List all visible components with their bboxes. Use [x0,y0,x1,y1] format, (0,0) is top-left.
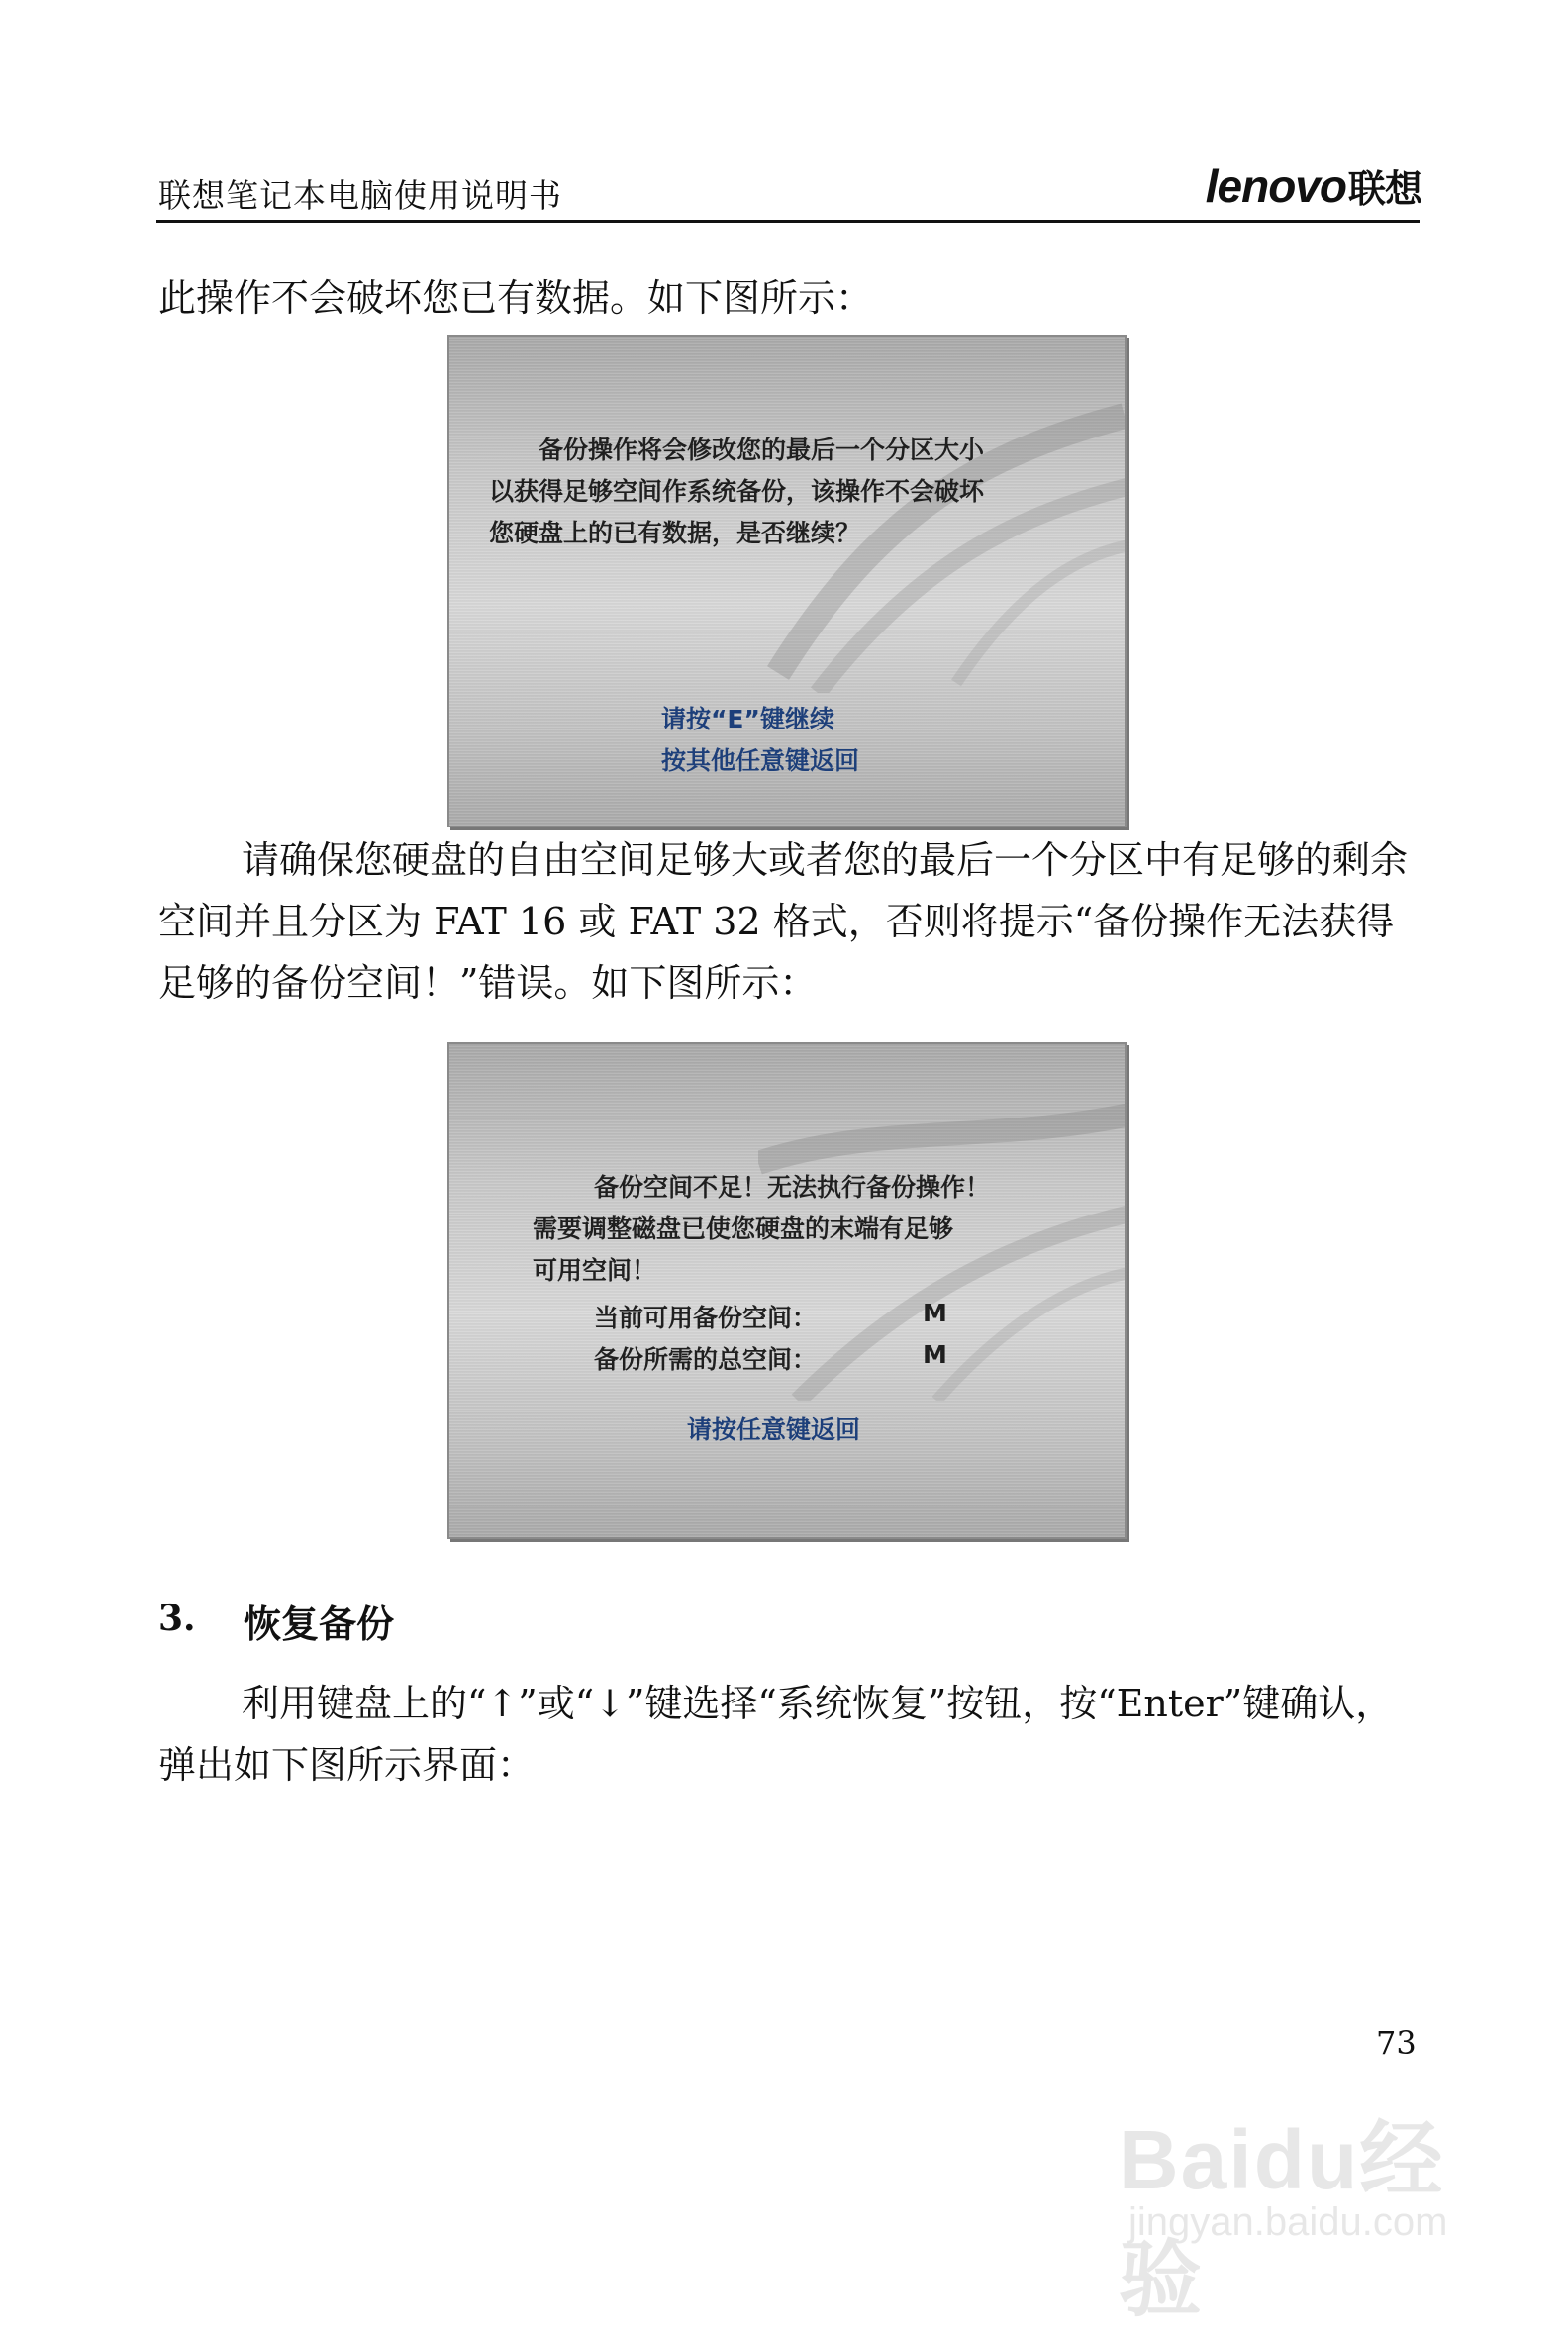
screenshot-insufficient-space [449,1044,1125,1537]
page-number: 73 [1376,2024,1417,2062]
logo-text: lenovo [1205,160,1346,212]
logo-cn: 联想 [1347,169,1421,211]
continue-option: 请按“E”键继续 [661,705,834,733]
watermark-logo-text: Baidu经验 [1119,2113,1445,2326]
return-option: 按其他任意键返回 [661,746,860,775]
error-text-line-2: 需要调整磁盘已使您硬盘的末端有足够 [533,1215,954,1243]
dialog-text-line-2: 以获得足够空间作系统备份，该操作不会破坏 [489,477,985,506]
section-title: 恢复备份 [244,1603,395,1646]
section-number: 3. [158,1598,196,1639]
available-space-label: 当前可用备份空间： [594,1304,818,1332]
screenshot-backup-confirm [449,337,1125,826]
error-text-line-1: 备份空间不足！无法执行备份操作！ [594,1173,991,1202]
available-space-value: M [923,1299,947,1327]
required-space-label: 备份所需的总空间： [594,1345,818,1374]
paragraph-intro: 此操作不会破坏您已有数据。如下图所示： [158,276,874,320]
baidu-watermark [1119,2084,1495,2326]
error-text-line-3: 可用空间！ [533,1256,657,1285]
lenovo-logo [1206,158,1421,213]
return-option: 请按任意键返回 [687,1415,861,1444]
manual-title: 联想笔记本电脑使用说明书 [158,176,562,215]
paragraph-restore-instructions: 利用键盘上的“↑”或“↓”键选择“系统恢复”按钮，按“Enter”键确认，弹出如下图所示界面： [158,1682,1394,1787]
dialog-text-line-1: 备份操作将会修改您的最后一个分区大小 [539,436,985,464]
required-space-value: M [923,1340,947,1369]
dialog-text-line-3: 您硬盘上的已有数据，是否继续？ [489,519,861,547]
watermark-url: jingyan.baidu.com [1128,2200,1448,2244]
header-rule [156,220,1420,223]
paragraph-space-requirement: 请确保您硬盘的自由空间足够大或者您的最后一个分区中有足够的剩余空间并且分区为 FAT 16 或 FAT 32 格式，否则将提示“备份操作无法获得足够的备份空间！”错误。如下图所示： [158,838,1409,1005]
